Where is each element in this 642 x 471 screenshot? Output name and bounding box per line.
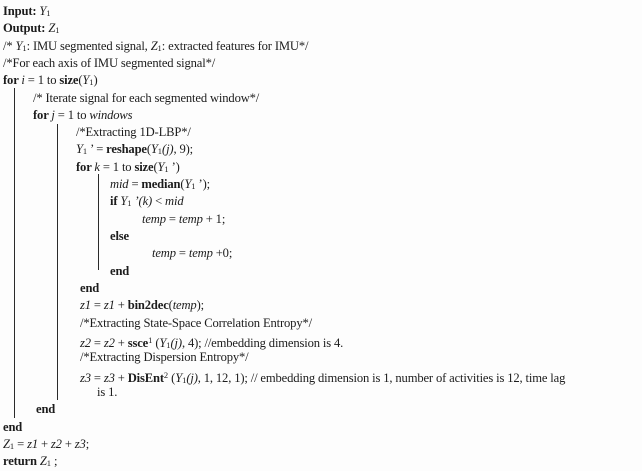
code-segment: ; bbox=[50, 454, 58, 468]
code-segment: ( bbox=[78, 73, 83, 87]
line-else bbox=[110, 229, 129, 244]
code-segment: ( bbox=[168, 371, 176, 385]
code-segment: reshape bbox=[106, 142, 147, 156]
code-segment: + 1; bbox=[202, 212, 226, 226]
code-segment: 1 bbox=[46, 8, 51, 18]
code-segment: z1 bbox=[27, 437, 38, 451]
code-segment: 1 bbox=[55, 25, 60, 35]
line-comment-variables bbox=[3, 39, 308, 56]
code-segment: /*Extracting 1D-LBP*/ bbox=[76, 125, 191, 139]
code-segment: + bbox=[114, 298, 128, 312]
code-segment: z3 bbox=[74, 437, 86, 451]
code-segment: /* Iterate signal for each segmented window*/ bbox=[33, 91, 260, 105]
code-segment: 1 bbox=[127, 198, 132, 208]
code-segment: = bbox=[90, 336, 104, 350]
code-segment: 1 bbox=[157, 146, 163, 156]
code-segment: Y bbox=[184, 177, 192, 191]
code-segment: end bbox=[3, 420, 23, 434]
line-end-if bbox=[110, 264, 129, 279]
code-segment: ( bbox=[152, 336, 160, 350]
code-segment: median bbox=[141, 177, 181, 191]
code-segment: , 4); //embedding dimension is 4. bbox=[181, 336, 344, 350]
code-segment: Y bbox=[120, 194, 128, 208]
code-segment: = bbox=[165, 212, 179, 226]
code-segment: 1 bbox=[82, 146, 88, 156]
line-end-for-k bbox=[80, 281, 99, 296]
code-segment: ( bbox=[168, 298, 173, 312]
line-temp-plus-1 bbox=[142, 212, 225, 227]
code-segment: return bbox=[3, 454, 40, 468]
code-segment: ); bbox=[196, 298, 204, 312]
code-segment: = bbox=[175, 246, 189, 260]
code-segment: end bbox=[36, 402, 56, 416]
code-segment: 1 bbox=[148, 335, 153, 345]
code-segment: ssce bbox=[127, 336, 149, 350]
code-segment: z2 bbox=[103, 336, 115, 350]
line-for-i bbox=[3, 73, 98, 90]
code-segment: Y bbox=[159, 336, 167, 350]
line-for-j bbox=[33, 108, 132, 123]
code-segment: ’(k) bbox=[131, 194, 153, 208]
code-segment: Y bbox=[150, 142, 158, 156]
code-segment: /*For each axis of IMU segmented signal*/ bbox=[3, 56, 216, 70]
code-segment: mid bbox=[110, 177, 129, 191]
code-segment: : extracted features for IMU*/ bbox=[161, 39, 309, 53]
code-segment: k bbox=[94, 160, 100, 174]
code-segment: ; bbox=[85, 437, 90, 451]
line-temp-plus-0 bbox=[152, 246, 232, 261]
code-segment: , 9); bbox=[173, 142, 194, 156]
code-segment: 2 bbox=[163, 370, 169, 380]
line-median bbox=[110, 177, 210, 194]
code-segment: z3 bbox=[80, 371, 91, 385]
code-segment: for bbox=[76, 160, 95, 174]
line-if bbox=[110, 194, 184, 211]
code-segment: +0; bbox=[212, 246, 233, 260]
line-reshape bbox=[76, 142, 193, 159]
line-disent bbox=[80, 368, 565, 388]
code-segment: ( bbox=[180, 177, 185, 191]
code-segment: 1 bbox=[22, 43, 27, 53]
code-segment: = 1 to bbox=[24, 73, 60, 87]
code-segment: temp bbox=[152, 246, 176, 260]
code-segment: 1 bbox=[9, 441, 15, 451]
line-return bbox=[3, 454, 57, 471]
code-segment: Z bbox=[48, 21, 56, 35]
code-segment: = bbox=[14, 437, 28, 451]
code-segment: 1 bbox=[164, 164, 169, 174]
line-comment-iterate bbox=[33, 91, 259, 106]
code-segment: + bbox=[114, 371, 128, 385]
line-comment-disent bbox=[80, 350, 249, 365]
code-segment: i bbox=[21, 73, 25, 87]
code-segment: Output: bbox=[3, 21, 49, 35]
code-segment: 1 bbox=[166, 340, 171, 350]
code-segment: Z bbox=[150, 39, 158, 53]
code-segment: Y bbox=[82, 73, 90, 87]
line-bin2dec bbox=[80, 298, 204, 313]
code-segment: < bbox=[152, 194, 166, 208]
code-segment: + bbox=[37, 437, 51, 451]
line-comment-1dlbp bbox=[76, 125, 191, 140]
code-segment: : IMU segmented signal, bbox=[26, 39, 151, 53]
code-segment: Input: bbox=[3, 4, 40, 18]
code-segment: 1 bbox=[182, 375, 187, 385]
code-segment: = bbox=[128, 177, 142, 191]
code-segment: Y bbox=[15, 39, 23, 53]
code-segment: 1 bbox=[46, 458, 51, 468]
code-segment: size bbox=[59, 73, 79, 87]
code-segment: = bbox=[90, 298, 104, 312]
code-segment: + bbox=[114, 336, 128, 350]
code-segment: size bbox=[134, 160, 154, 174]
line-end-for-i bbox=[3, 420, 22, 435]
code-segment: /* bbox=[3, 39, 16, 53]
for-k-scope-line bbox=[98, 174, 99, 270]
line-for-k bbox=[76, 160, 180, 177]
line-z-sum bbox=[3, 437, 89, 454]
code-segment: z1 bbox=[80, 298, 91, 312]
code-segment: ( bbox=[153, 160, 158, 174]
code-segment: + bbox=[61, 437, 75, 451]
code-segment: temp bbox=[188, 246, 213, 260]
code-segment: Y bbox=[39, 4, 47, 18]
code-segment: ’) bbox=[168, 160, 180, 174]
for-j-scope-line bbox=[57, 124, 58, 400]
line-comment-axes bbox=[3, 56, 215, 71]
code-segment: z3 bbox=[103, 371, 115, 385]
code-segment: /*Extracting State-Space Correlation Entropy*/ bbox=[80, 316, 312, 330]
code-segment: 1 bbox=[157, 43, 162, 53]
code-segment: end bbox=[80, 281, 100, 295]
code-segment: z2 bbox=[80, 336, 91, 350]
code-segment: , 1, 12, 1); // embedding dimension is 1, number of activities is 12, time lag bbox=[197, 371, 566, 385]
code-segment: (j) bbox=[186, 371, 198, 385]
code-segment: z2 bbox=[50, 437, 62, 451]
line-output bbox=[3, 21, 59, 38]
code-segment: is 1. bbox=[97, 385, 118, 399]
code-segment: = 1 to bbox=[54, 108, 90, 122]
code-segment: ( bbox=[146, 142, 151, 156]
code-segment: mid bbox=[165, 194, 184, 208]
code-segment: = 1 to bbox=[99, 160, 135, 174]
code-segment: = bbox=[90, 371, 104, 385]
code-segment: Y bbox=[76, 142, 83, 156]
code-segment: Y bbox=[175, 371, 183, 385]
code-segment: temp bbox=[142, 212, 166, 226]
line-disent-continuation bbox=[97, 385, 117, 400]
for-i-scope-line bbox=[14, 88, 15, 418]
code-segment: 1 bbox=[191, 181, 196, 191]
code-segment: (j) bbox=[162, 142, 174, 156]
code-segment: temp bbox=[178, 212, 203, 226]
line-input bbox=[3, 4, 51, 21]
code-segment: for bbox=[33, 108, 52, 122]
code-segment: DisEnt bbox=[127, 371, 164, 385]
code-segment: ) bbox=[93, 73, 98, 87]
code-segment: temp bbox=[172, 298, 197, 312]
code-segment: (j) bbox=[170, 336, 182, 350]
code-segment: ’ = bbox=[87, 142, 107, 156]
code-segment: else bbox=[110, 229, 129, 243]
code-segment: Y bbox=[157, 160, 165, 174]
code-segment: /*Extracting Dispersion Entropy*/ bbox=[80, 350, 249, 364]
code-segment: Z bbox=[39, 454, 47, 468]
code-segment: bin2dec bbox=[127, 298, 169, 312]
code-segment: z1 bbox=[103, 298, 115, 312]
code-segment: if bbox=[110, 194, 121, 208]
code-segment: ’); bbox=[195, 177, 210, 191]
code-segment: windows bbox=[89, 108, 133, 122]
code-segment: end bbox=[110, 264, 130, 278]
code-segment: Z bbox=[3, 437, 10, 451]
code-segment: for bbox=[3, 73, 22, 87]
line-end-for-j bbox=[36, 402, 55, 417]
line-comment-ssce bbox=[80, 316, 312, 331]
code-segment: 1 bbox=[89, 77, 94, 87]
code-segment: j bbox=[51, 108, 55, 122]
